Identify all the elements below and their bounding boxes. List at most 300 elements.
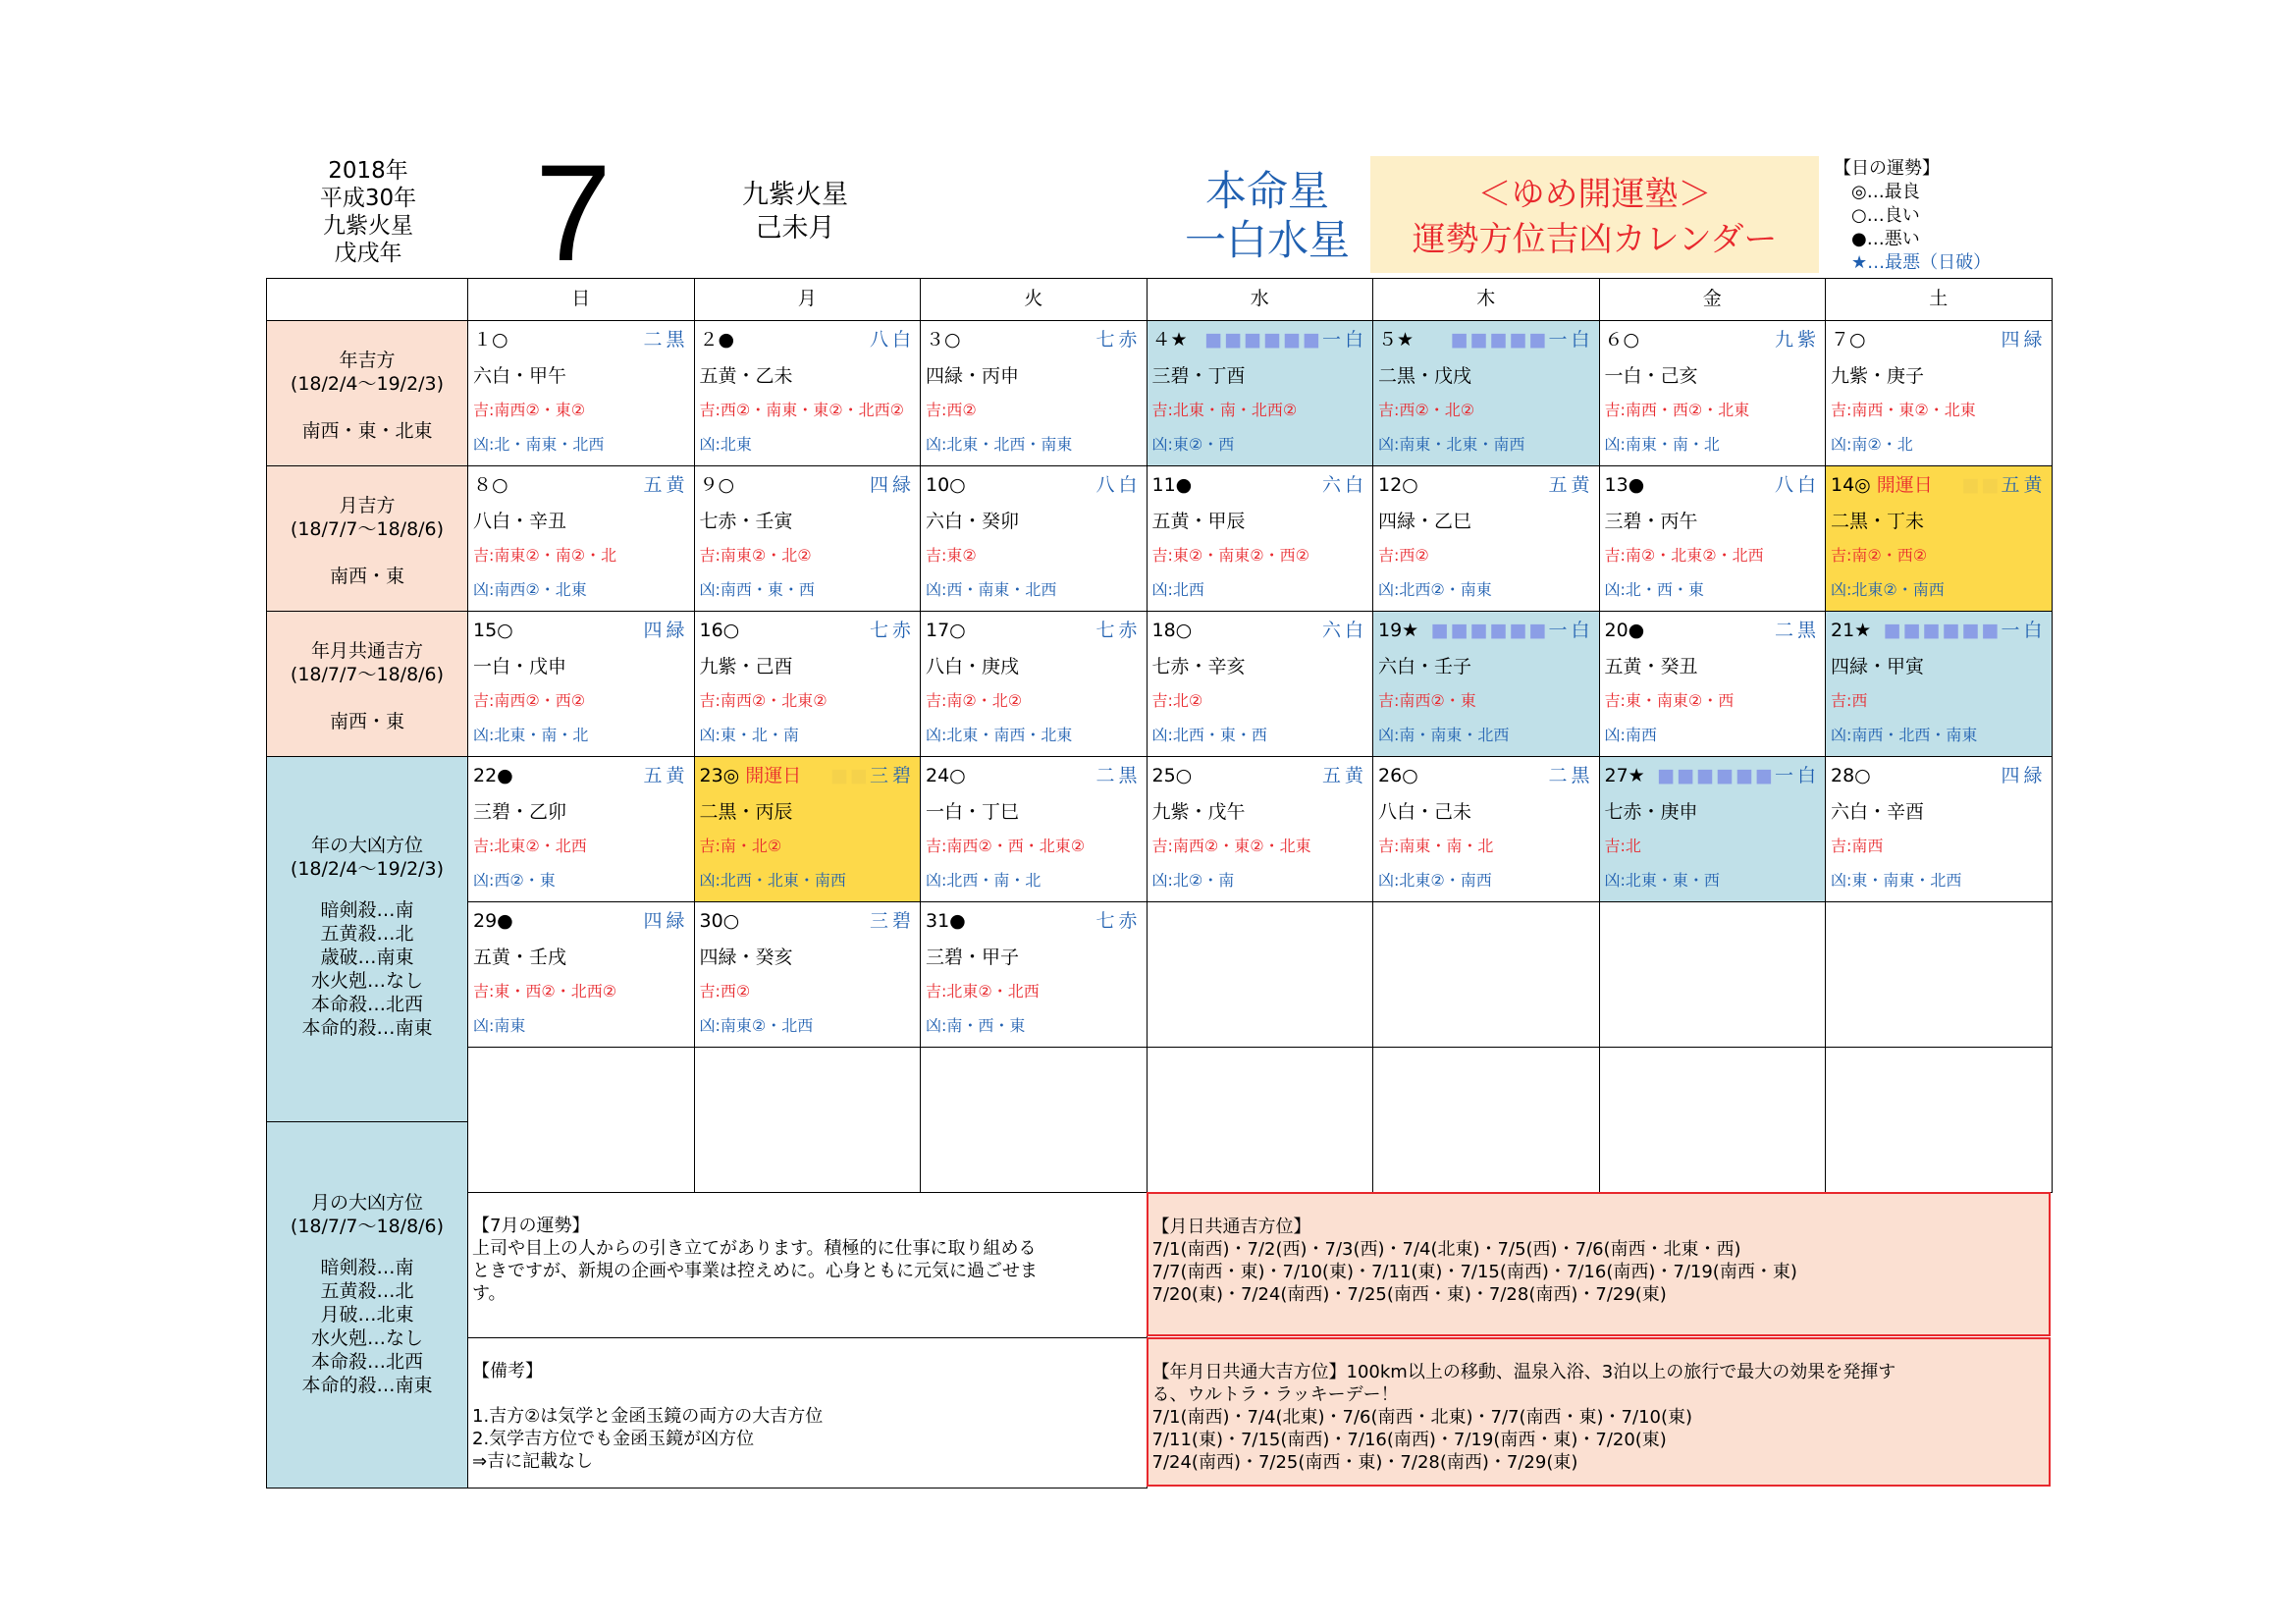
day-cell	[1372, 320, 1600, 466]
square-marks: ■■■■■	[1450, 329, 1549, 351]
side-panel-line: 水火剋…なし	[310, 970, 423, 992]
day-unlucky-directions: 凶:南西・東・西	[699, 580, 815, 599]
month-kanshi: 己未月	[755, 213, 835, 244]
note-line: 7/7(南西・東)・7/10(東)・7/11(東)・7/15(南西)・7/16(南西)・7/19(南西・東)	[1151, 1262, 1797, 1282]
day-header	[1378, 763, 1594, 788]
day-unlucky-directions: 凶:北・南東・北西	[473, 435, 605, 454]
day-unlucky-directions: 凶:北東②・南西	[1831, 580, 1945, 599]
empty-day-cell	[1372, 901, 1600, 1048]
day-kanshi: 一白・丁巳	[926, 801, 1020, 823]
side-panel-title: 月の大凶方位	[310, 1192, 423, 1214]
note-line: 7/24(南西)・7/25(南西・東)・7/28(南西)・7/29(東)	[1151, 1452, 1578, 1473]
lucky-day-label: 開運日	[1870, 474, 1933, 496]
day-star	[1095, 908, 1141, 934]
note-line	[472, 1382, 1143, 1405]
day-kanshi: 四緑・乙巳	[1378, 511, 1472, 532]
header-corner	[266, 278, 468, 321]
note-line: 【年月日共通大吉方位】100km以上の移動、温泉入浴、3泊以上の旅行で最大の効果を発揮す	[1151, 1362, 1896, 1382]
day-number: 18○	[1151, 620, 1193, 641]
day-kanshi: 八白・庚戌	[926, 656, 1020, 677]
day-star	[1775, 327, 1820, 352]
day-star-name: 三碧	[869, 910, 915, 932]
note-line: す。	[472, 1283, 507, 1304]
day-star	[870, 327, 915, 352]
day-header	[1378, 327, 1594, 352]
day-kanshi: 六白・辛酉	[1831, 801, 1925, 823]
day-header	[700, 908, 916, 934]
empty-day-cell	[1825, 1047, 2053, 1193]
day-number: 28○	[1831, 765, 1871, 786]
day-star-name: 七赤	[1095, 329, 1142, 351]
day-star	[1322, 763, 1367, 788]
day-star	[830, 763, 915, 788]
day-lucky-directions: 吉:南東②・北②	[699, 546, 812, 565]
empty-day-cell	[1825, 901, 2053, 1048]
day-unlucky-directions: 凶:東②・西	[1151, 435, 1235, 454]
day-cell	[1147, 611, 1374, 757]
title-main: 運勢方位吉凶カレンダー	[1412, 220, 1778, 259]
side-panel-line: 南西・東・北東	[301, 420, 433, 442]
day-header	[1831, 618, 2047, 643]
day-star	[1095, 327, 1141, 352]
day-lucky-directions: 吉:南②・西②	[1831, 546, 1928, 565]
day-cell	[1599, 756, 1827, 902]
weekday-header: 水	[1147, 278, 1374, 321]
day-star	[1095, 472, 1141, 498]
day-kanshi: 一白・戊申	[473, 656, 567, 677]
day-cell	[467, 901, 695, 1048]
day-cell	[1147, 320, 1374, 466]
day-cell	[920, 320, 1148, 466]
day-header	[1605, 618, 1821, 643]
day-cell	[467, 320, 695, 466]
day-cell	[467, 465, 695, 612]
day-lucky-directions: 吉:南西②・東	[1378, 691, 1476, 710]
day-number: ３○	[926, 329, 961, 351]
day-star-name: 八白	[869, 329, 915, 351]
side-panel-line: 歳破…南東	[320, 947, 414, 968]
day-cell	[1147, 756, 1374, 902]
day-header	[926, 327, 1142, 352]
day-header	[700, 618, 916, 643]
day-star-name: 二黒	[1774, 620, 1820, 641]
legend-bad: ●…悪い	[1851, 229, 1920, 249]
side-panel	[266, 1121, 468, 1489]
side-panel-line: 本命的殺…南東	[301, 1375, 433, 1396]
weekday-header: 木	[1372, 278, 1600, 321]
day-lucky-directions: 吉:東・南東②・西	[1604, 691, 1735, 710]
day-unlucky-directions: 凶:南②・北	[1831, 435, 1913, 454]
day-lucky-directions: 吉:西②	[699, 982, 751, 1001]
day-unlucky-directions: 凶:南西・北西・南東	[1831, 726, 1978, 744]
day-lucky-directions: 吉:南西・東②・北東	[1831, 401, 1976, 419]
day-kanshi: 九紫・庚子	[1831, 365, 1925, 387]
day-kanshi: 三碧・乙卯	[473, 801, 567, 823]
day-header	[1605, 763, 1821, 788]
day-star-name: 四緑	[643, 910, 689, 932]
day-number: ４★	[1151, 329, 1188, 351]
side-panel-line: 本命殺…北西	[310, 994, 423, 1015]
day-star	[1775, 618, 1820, 643]
note-line: ⇒吉に記載なし	[472, 1451, 594, 1472]
day-number: 23◎	[699, 765, 740, 786]
day-star	[1657, 763, 1820, 788]
day-star	[1322, 472, 1367, 498]
day-kanshi: 三碧・甲子	[926, 947, 1020, 968]
note-line: 2.気学吉方位でも金函玉鏡が凶方位	[472, 1429, 755, 1449]
day-number: 30○	[699, 910, 740, 932]
day-header	[926, 763, 1142, 788]
day-kanshi: 五黄・癸丑	[1604, 656, 1698, 677]
legend-good: ○…良い	[1851, 205, 1920, 226]
day-star	[1204, 327, 1367, 352]
day-header	[473, 908, 689, 934]
month-number: 7	[535, 135, 612, 290]
day-cell	[1147, 465, 1374, 612]
day-unlucky-directions: 凶:北東・東・西	[1604, 871, 1720, 890]
day-unlucky-directions: 凶:北西・東・西	[1151, 726, 1267, 744]
day-star-name: 七赤	[1095, 620, 1142, 641]
note-line: 7/1(南西)・7/2(西)・7/3(西)・7/4(北東)・7/5(西)・7/6(南西・北東・西)	[1151, 1239, 1741, 1260]
day-cell	[694, 465, 922, 612]
day-unlucky-directions: 凶:東・北・南	[699, 726, 799, 744]
day-cell	[1825, 756, 2053, 902]
day-number: 15○	[473, 620, 513, 641]
day-lucky-directions: 吉:西②	[926, 401, 977, 419]
square-marks: ■■■■■■	[1883, 620, 2002, 641]
honmei-value: 一白水星	[1184, 216, 1350, 264]
day-lucky-directions: 吉:東②・南東②・西②	[1151, 546, 1309, 565]
square-marks: ■■	[1961, 474, 2002, 496]
day-lucky-directions: 吉:南東②・南②・北	[473, 546, 617, 565]
side-panel-line: 本命的殺…南東	[301, 1017, 433, 1039]
day-star	[2001, 327, 2046, 352]
day-number: 14◎	[1831, 474, 1871, 496]
day-star	[1775, 472, 1820, 498]
note-line: 1.吉方②は気学と金函玉鏡の両方の大吉方位	[472, 1406, 824, 1427]
day-star	[643, 618, 688, 643]
day-lucky-directions: 吉:北東②・北西	[473, 837, 587, 855]
day-unlucky-directions: 凶:南東・南・北	[1604, 435, 1720, 454]
day-header	[473, 763, 689, 788]
day-cell	[920, 901, 1148, 1048]
day-header	[473, 618, 689, 643]
day-header	[1605, 327, 1821, 352]
honmei-label: 本命星	[1204, 167, 1329, 215]
day-number: ９○	[699, 474, 735, 496]
day-cell	[1825, 320, 2053, 466]
side-panel-period: (18/7/7～18/8/6)	[290, 1216, 445, 1237]
side-panel	[266, 611, 468, 757]
calendar-grid	[266, 278, 2052, 1488]
day-lucky-directions: 吉:南西	[1831, 837, 1884, 855]
day-lucky-directions: 吉:西②	[1378, 546, 1429, 565]
day-cell	[920, 611, 1148, 757]
day-number: 10○	[926, 474, 966, 496]
day-number: 11●	[1151, 474, 1193, 496]
day-star	[643, 908, 688, 934]
lucky-day-label: 開運日	[739, 765, 802, 786]
day-kanshi: 六白・壬子	[1378, 656, 1472, 677]
weekday-header: 月	[694, 278, 922, 321]
side-panel-line: 五黄殺…北	[320, 923, 414, 945]
day-number: 16○	[699, 620, 740, 641]
day-lucky-directions: 吉:南西②・西②	[473, 691, 586, 710]
day-lucky-directions: 吉:西②・北②	[1378, 401, 1475, 419]
day-unlucky-directions: 凶:東・南東・北西	[1831, 871, 1962, 890]
weekday-header: 金	[1599, 278, 1827, 321]
day-lucky-directions: 吉:南東・南・北	[1378, 837, 1494, 855]
day-number: 25○	[1151, 765, 1193, 786]
day-number: ２●	[699, 329, 735, 351]
day-kanshi: 四緑・甲寅	[1831, 656, 1925, 677]
note-line: ときですが、新規の企画や事業は控えめに。心身ともに元気に過ごせま	[472, 1261, 1038, 1281]
day-lucky-directions: 吉:北②	[1151, 691, 1203, 710]
day-number: 21★	[1831, 620, 1872, 641]
side-panel	[266, 465, 468, 612]
year-line: 2018年	[328, 158, 408, 184]
legend	[1834, 157, 1991, 275]
side-panel-line: 水火剋…なし	[310, 1327, 423, 1349]
day-cell	[467, 611, 695, 757]
day-star	[2001, 763, 2046, 788]
day-header	[700, 472, 916, 498]
day-number: １○	[473, 329, 508, 351]
honmei-star	[1145, 167, 1390, 265]
day-star	[1431, 618, 1594, 643]
side-panel-line: 暗剣殺…南	[320, 899, 414, 921]
day-header	[926, 908, 1142, 934]
day-cell	[1372, 465, 1600, 612]
day-number: ７○	[1831, 329, 1866, 351]
day-header	[1378, 618, 1594, 643]
day-header	[1378, 472, 1594, 498]
day-star	[870, 472, 915, 498]
day-kanshi: 一白・己亥	[1604, 365, 1698, 387]
year-kanshi-line: 戊戌年	[334, 241, 402, 266]
day-kanshi: 四緑・癸亥	[699, 947, 793, 968]
day-cell	[1599, 465, 1827, 612]
note-line: 7/20(東)・7/24(南西)・7/25(南西・東)・7/28(南西)・7/29(東)	[1151, 1284, 1667, 1305]
day-star-name: 三碧	[869, 765, 915, 786]
day-kanshi: 九紫・戊午	[1151, 801, 1246, 823]
day-lucky-directions: 吉:南西②・東②・北東	[1151, 837, 1311, 855]
day-header	[1831, 327, 2047, 352]
day-star-name: 一白	[2001, 620, 2047, 641]
day-header	[700, 763, 916, 788]
side-panel-period: (18/7/7～18/8/6)	[290, 664, 445, 685]
day-star-name: 八白	[1774, 474, 1820, 496]
day-lucky-directions: 吉:南②・北②	[926, 691, 1023, 710]
year-info	[294, 157, 442, 267]
day-lucky-directions: 吉:東②	[926, 546, 977, 565]
day-header	[1152, 472, 1368, 498]
weekday-header: 火	[920, 278, 1148, 321]
day-star-name: 二黒	[1095, 765, 1142, 786]
side-panel	[266, 320, 468, 466]
day-lucky-directions: 吉:西	[1831, 691, 1868, 710]
day-unlucky-directions: 凶:北西・北東・南西	[699, 871, 846, 890]
day-star	[1548, 763, 1593, 788]
day-star	[643, 763, 688, 788]
day-star-name: 四緑	[2001, 329, 2047, 351]
title-brand: ＜ゆめ開運塾＞	[1477, 175, 1712, 214]
day-star-name: 五黄	[643, 765, 689, 786]
day-star	[1451, 327, 1594, 352]
day-unlucky-directions: 凶:北東②・南西	[1378, 871, 1492, 890]
day-star	[870, 908, 915, 934]
day-star-name: 一白	[1548, 620, 1594, 641]
day-header	[1831, 472, 2047, 498]
day-header	[1152, 618, 1368, 643]
calendar-title	[1370, 156, 1819, 273]
day-number: 17○	[926, 620, 966, 641]
day-star-name: 六白	[1321, 474, 1367, 496]
day-star-name: 八白	[1095, 474, 1142, 496]
day-unlucky-directions: 凶:北東・南西・北東	[926, 726, 1073, 744]
day-unlucky-directions: 凶:北・西・東	[1604, 580, 1704, 599]
day-cell	[1372, 756, 1600, 902]
note-line: 上司や目上の人からの引き立てがあります。積極的に仕事に取り組める	[472, 1238, 1037, 1259]
day-number: 27★	[1604, 765, 1645, 786]
day-kanshi: 六白・甲午	[473, 365, 567, 387]
side-panel-title: 年の大凶方位	[310, 835, 423, 856]
day-unlucky-directions: 凶:北②・南	[1151, 871, 1235, 890]
heisei-line: 平成30年	[319, 186, 417, 211]
day-star-name: 一白	[1321, 329, 1367, 351]
day-cell	[920, 465, 1148, 612]
side-panel-period: (18/2/4～19/2/3)	[290, 858, 445, 880]
day-header	[1831, 763, 2047, 788]
legend-worst: ★…最悪（日破）	[1851, 252, 1992, 273]
day-unlucky-directions: 凶:西②・東	[473, 871, 556, 890]
day-kanshi: 九紫・己酉	[699, 656, 793, 677]
day-unlucky-directions: 凶:南・南東・北西	[1378, 726, 1510, 744]
day-lucky-directions: 吉:東・西②・北西②	[473, 982, 617, 1001]
day-unlucky-directions: 凶:南東	[473, 1016, 526, 1035]
day-cell	[1599, 320, 1827, 466]
day-cell	[694, 320, 922, 466]
day-unlucky-directions: 凶:北東	[699, 435, 752, 454]
note-line: 7/1(南西)・7/4(北東)・7/6(南西・北東)・7/7(南西・東)・7/10(東)	[1151, 1407, 1693, 1428]
day-unlucky-directions: 凶:西・南東・北西	[926, 580, 1057, 599]
side-panel-line: 本命殺…北西	[310, 1351, 423, 1373]
day-lucky-directions: 吉:西②・南東・東②・北西②	[699, 401, 904, 419]
side-panel	[266, 756, 468, 1122]
month-day-common-lucky-note	[1147, 1192, 2051, 1336]
day-star-name: 七赤	[869, 620, 915, 641]
day-header	[473, 327, 689, 352]
day-header	[473, 472, 689, 498]
day-cell	[694, 901, 922, 1048]
day-kanshi: 七赤・壬寅	[699, 511, 793, 532]
day-kanshi: 二黒・丙辰	[699, 801, 793, 823]
day-star-name: 七赤	[1095, 910, 1142, 932]
day-kanshi: 七赤・庚申	[1604, 801, 1698, 823]
square-marks: ■■	[830, 765, 870, 786]
day-cell	[1825, 465, 2053, 612]
note-line: 【月日共通吉方位】	[1151, 1217, 1311, 1237]
side-panel-title: 月吉方	[339, 495, 396, 516]
month-info	[707, 179, 883, 245]
side-panel-period: (18/2/4～19/2/3)	[290, 373, 445, 395]
day-cell	[1372, 611, 1600, 757]
remarks-note	[467, 1337, 1148, 1489]
empty-day-cell	[1372, 1047, 1600, 1193]
day-star-name: 二黒	[1548, 765, 1594, 786]
day-star-name: 五黄	[643, 474, 689, 496]
day-number: ８○	[473, 474, 508, 496]
day-unlucky-directions: 凶:北西②・南東	[1378, 580, 1492, 599]
empty-day-cell	[1147, 1047, 1374, 1193]
day-unlucky-directions: 凶:北東・北西・南東	[926, 435, 1073, 454]
day-lucky-directions: 吉:南②・北東②・北西	[1604, 546, 1764, 565]
day-unlucky-directions: 凶:南・西・東	[926, 1016, 1026, 1035]
day-number: 31●	[926, 910, 966, 932]
weekday-header: 日	[467, 278, 695, 321]
empty-day-cell	[1599, 1047, 1827, 1193]
day-star	[1962, 472, 2047, 498]
day-unlucky-directions: 凶:南西	[1604, 726, 1657, 744]
day-lucky-directions: 吉:北東②・北西	[926, 982, 1040, 1001]
day-header	[926, 472, 1142, 498]
day-lucky-directions: 吉:南西②・北東②	[699, 691, 828, 710]
empty-day-cell	[467, 1047, 695, 1193]
side-panel-title: 年吉方	[339, 350, 396, 371]
day-cell	[694, 611, 922, 757]
day-star-name: 六白	[1321, 620, 1367, 641]
day-star-name: 九紫	[1774, 329, 1820, 351]
day-header	[1152, 327, 1368, 352]
day-number: 20●	[1604, 620, 1645, 641]
day-cell	[467, 756, 695, 902]
day-star	[1548, 472, 1593, 498]
day-number: 19★	[1378, 620, 1419, 641]
note-line: 7/11(東)・7/15(南西)・7/16(南西)・7/19(南西・東)・7/20(東)	[1151, 1430, 1667, 1450]
month-star: 九紫火星	[742, 180, 848, 210]
weekday-header: 土	[1825, 278, 2053, 321]
day-unlucky-directions: 凶:北西	[1151, 580, 1204, 599]
empty-day-cell	[1147, 901, 1374, 1048]
day-star	[643, 327, 688, 352]
day-number: 24○	[926, 765, 966, 786]
day-number: 13●	[1604, 474, 1645, 496]
day-star	[1095, 618, 1141, 643]
side-panel-line: 月破…北東	[320, 1304, 414, 1326]
square-marks: ■■■■■■	[1204, 329, 1322, 351]
day-star-name: 五黄	[1321, 765, 1367, 786]
day-kanshi: 八白・己未	[1378, 801, 1472, 823]
side-panel-line: 南西・東	[329, 566, 404, 587]
legend-title: 【日の運勢】	[1834, 158, 1940, 179]
day-cell	[694, 756, 922, 902]
day-number: ６○	[1604, 329, 1640, 351]
day-star	[1322, 618, 1367, 643]
day-lucky-directions: 吉:北東・南・北西②	[1151, 401, 1298, 419]
day-kanshi: 五黄・乙未	[699, 365, 793, 387]
day-kanshi: 六白・癸卯	[926, 511, 1020, 532]
day-star-name: 一白	[1774, 765, 1820, 786]
day-star	[870, 618, 915, 643]
day-lucky-directions: 吉:南西②・東②	[473, 401, 586, 419]
day-cell	[1825, 611, 2053, 757]
day-header	[1605, 472, 1821, 498]
legend-best: ◎…最良	[1851, 182, 1920, 202]
day-unlucky-directions: 凶:北東・南・北	[473, 726, 589, 744]
note-line: 【備考】	[472, 1361, 543, 1381]
side-panel-line: 暗剣殺…南	[320, 1257, 414, 1278]
monthly-fortune-note	[467, 1192, 1148, 1338]
